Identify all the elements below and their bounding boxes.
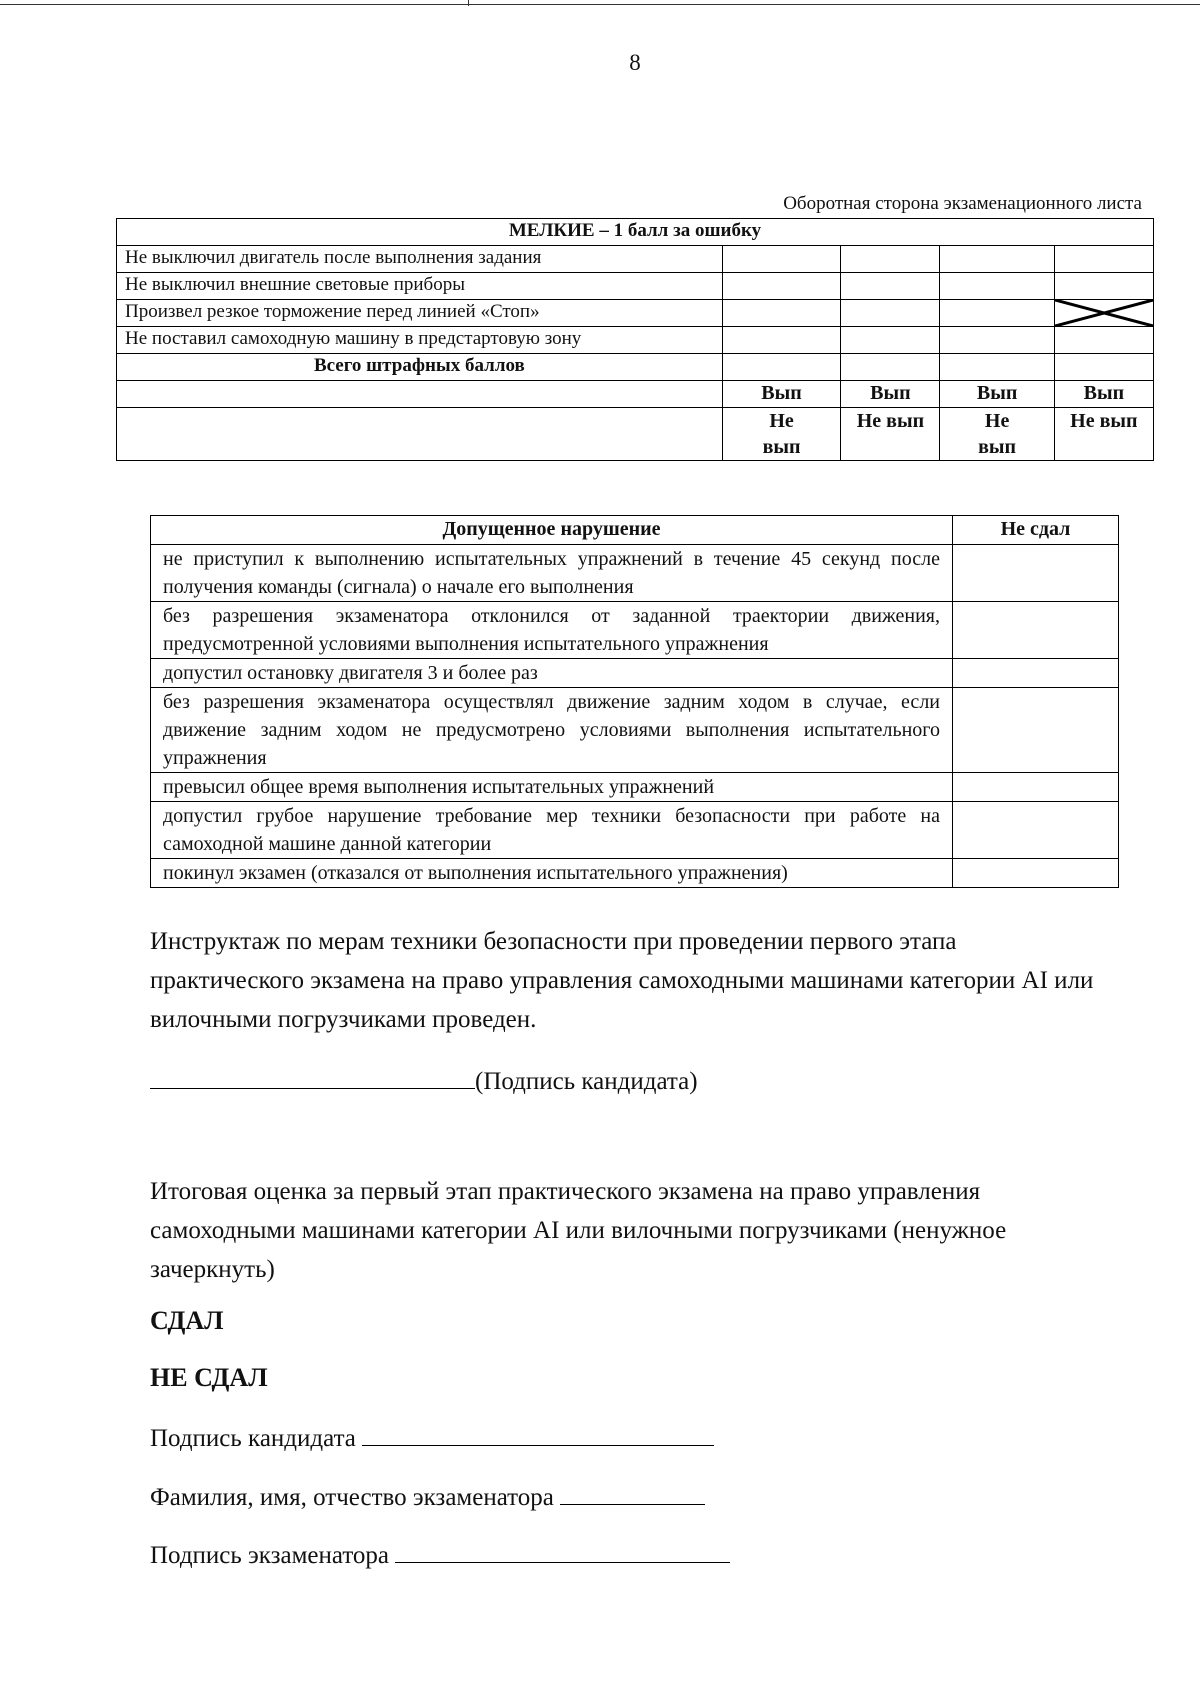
- violations-table: [150, 515, 1119, 888]
- examiner-signature-label: Подпись экзаменатора: [150, 1542, 390, 1569]
- crossed-out-cell: [1054, 300, 1153, 327]
- not-passed-mark[interactable]: Не вып: [1054, 408, 1153, 461]
- fail-mark-cell[interactable]: [953, 545, 1119, 602]
- score-cell[interactable]: [940, 273, 1054, 300]
- fail-mark-cell[interactable]: [953, 688, 1119, 773]
- score-cell[interactable]: [940, 246, 1054, 273]
- score-cell[interactable]: [841, 300, 940, 327]
- not-passed-mark[interactable]: Не вып: [841, 408, 940, 461]
- examiner-signature-input[interactable]: [395, 1540, 730, 1563]
- minor-errors-header: МЕЛКИЕ – 1 балл за ошибку: [117, 219, 1154, 246]
- score-cell[interactable]: [841, 246, 940, 273]
- table-row: [151, 773, 1119, 802]
- total-cell[interactable]: [841, 354, 940, 381]
- candidate-signature-caption: (Подпись кандидата): [475, 1068, 698, 1095]
- failed-option[interactable]: НЕ СДАЛ: [150, 1363, 268, 1392]
- table-row: [151, 545, 1119, 602]
- violation-text: превысил общее время выполнения испытательных упражнений: [151, 773, 953, 802]
- fail-mark-cell[interactable]: [953, 773, 1119, 802]
- not-passed-mark[interactable]: Не вып: [940, 408, 1054, 461]
- candidate-signature-field: [150, 1423, 714, 1453]
- score-cell[interactable]: [722, 300, 841, 327]
- minor-errors-table: [116, 218, 1154, 461]
- safety-briefing-text: Инструктаж по мерам техники безопасности при проведении первого этапа практического экзамена на право управления самоходными машинами категории AI или вилочными погрузчиками проведен.: [150, 928, 1094, 1033]
- table-row: [117, 327, 1154, 354]
- fail-mark-cell[interactable]: [953, 659, 1119, 688]
- total-cell[interactable]: [1054, 354, 1153, 381]
- passed-mark[interactable]: Вып: [1054, 381, 1153, 408]
- violation-text: покинул экзамен (отказался от выполнения испытательного упражнения): [151, 859, 953, 888]
- passed-option[interactable]: СДАЛ: [150, 1306, 224, 1335]
- table-row: [151, 688, 1119, 773]
- table-row: [151, 859, 1119, 888]
- violation-text: допустил грубое нарушение требование мер техники безопасности при работе на самоходной машине данной категории: [151, 802, 953, 859]
- table-row: [151, 802, 1119, 859]
- total-cell[interactable]: [940, 354, 1054, 381]
- candidate-signature-line[interactable]: [150, 1066, 475, 1089]
- candidate-signature-label: Подпись кандидата: [150, 1425, 356, 1452]
- score-cell[interactable]: [940, 300, 1054, 327]
- fail-column-header: Не сдал: [953, 516, 1119, 545]
- table-row: [117, 381, 1154, 408]
- minor-error-label: Не выключил внешние световые приборы: [117, 273, 723, 300]
- violation-column-header: Допущенное нарушение: [151, 516, 953, 545]
- reverse-side-caption: Оборотная сторона экзаменационного листа: [783, 193, 1142, 214]
- score-cell[interactable]: [841, 327, 940, 354]
- minor-error-label: Не выключил двигатель после выполнения задания: [117, 246, 723, 273]
- not-passed-mark[interactable]: Не вып: [722, 408, 841, 461]
- fail-mark-cell[interactable]: [953, 602, 1119, 659]
- page-number: 8: [629, 50, 641, 75]
- candidate-signature-input[interactable]: [362, 1423, 714, 1446]
- cross-mark-icon: [1055, 300, 1153, 326]
- table-row: [117, 300, 1154, 327]
- score-cell[interactable]: [841, 273, 940, 300]
- score-cell[interactable]: [940, 327, 1054, 354]
- examiner-name-input[interactable]: [560, 1482, 705, 1505]
- fail-mark-cell[interactable]: [953, 802, 1119, 859]
- candidate-signature-block: [150, 1062, 1110, 1101]
- total-penalty-label: Всего штрафных баллов: [117, 354, 723, 381]
- score-cell[interactable]: [1054, 273, 1153, 300]
- violation-text: допустил остановку двигателя 3 и более раз: [151, 659, 953, 688]
- table-row: [117, 219, 1154, 246]
- final-grade-text: Итоговая оценка за первый этап практического экзамена на право управления самоходными машинами категории AI или вилочными погрузчиками (ненужное зачеркнуть): [150, 1178, 1007, 1283]
- empty-cell: [117, 408, 723, 461]
- top-scan-tick: [468, 0, 469, 6]
- table-row: [151, 659, 1119, 688]
- examiner-name-label: Фамилия, имя, отчество экзаменатора: [150, 1484, 554, 1511]
- table-row: [151, 516, 1119, 545]
- empty-cell: [117, 381, 723, 408]
- score-cell[interactable]: [1054, 246, 1153, 273]
- total-cell[interactable]: [722, 354, 841, 381]
- score-cell[interactable]: [722, 246, 841, 273]
- score-cell[interactable]: [1054, 327, 1153, 354]
- fail-mark-cell[interactable]: [953, 859, 1119, 888]
- score-cell[interactable]: [722, 327, 841, 354]
- table-row: [117, 273, 1154, 300]
- table-row: [117, 246, 1154, 273]
- violation-text: не приступил к выполнению испытательных упражнений в течение 45 секунд после получения команды (сигнала) о начале его выполнения: [151, 545, 953, 602]
- score-cell[interactable]: [722, 273, 841, 300]
- examiner-name-field: [150, 1482, 705, 1512]
- table-row: [117, 354, 1154, 381]
- minor-error-label: Не поставил самоходную машину в предстартовую зону: [117, 327, 723, 354]
- passed-mark[interactable]: Вып: [841, 381, 940, 408]
- table-row: [151, 602, 1119, 659]
- passed-mark[interactable]: Вып: [722, 381, 841, 408]
- top-scan-rule: [0, 4, 1200, 5]
- violation-text: без разрешения экзаменатора отклонился от заданной траектории движения, предусмотренной условиями выполнения испытательного упражнения: [151, 602, 953, 659]
- examiner-signature-field: [150, 1540, 730, 1570]
- table-row: [117, 408, 1154, 461]
- minor-error-label: Произвел резкое торможение перед линией «Стоп»: [117, 300, 723, 327]
- violation-text: без разрешения экзаменатора осуществлял движение задним ходом в случае, если движение задним ходом не предусмотрено условиями выполнения испытательного упражнения: [151, 688, 953, 773]
- passed-mark[interactable]: Вып: [940, 381, 1054, 408]
